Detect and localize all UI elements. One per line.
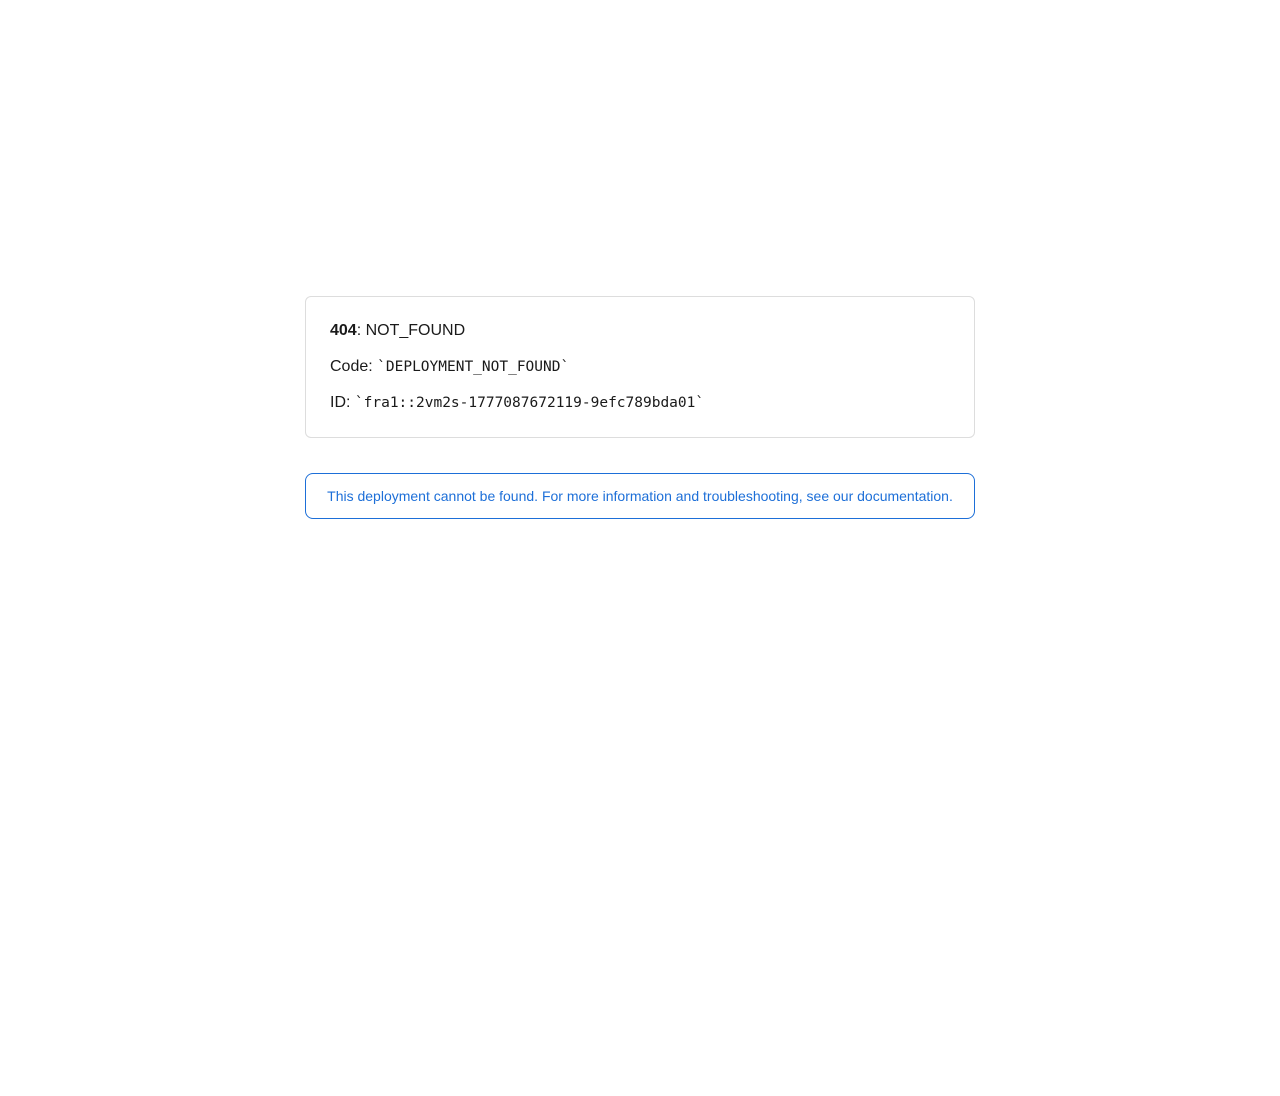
error-code-label: Code: xyxy=(330,358,373,375)
alert-message[interactable]: This deployment cannot be found. For more information and troubleshooting, see our documentation. xyxy=(327,488,953,504)
error-code-value: `DEPLOYMENT_NOT_FOUND` xyxy=(377,359,570,375)
error-code-line xyxy=(330,357,950,377)
deployment-not-found-alert[interactable] xyxy=(305,473,975,519)
error-status-text: : NOT_FOUND xyxy=(356,322,466,339)
error-id-value: `fra1::2vm2s-1777087672119-9efc789bda01` xyxy=(354,395,705,411)
error-status-code: 404 xyxy=(330,322,357,339)
error-id-label: ID: xyxy=(330,394,351,411)
error-id-line xyxy=(330,393,950,413)
error-summary-card xyxy=(305,296,975,438)
error-page-content xyxy=(305,296,975,519)
error-status-line xyxy=(330,321,950,341)
